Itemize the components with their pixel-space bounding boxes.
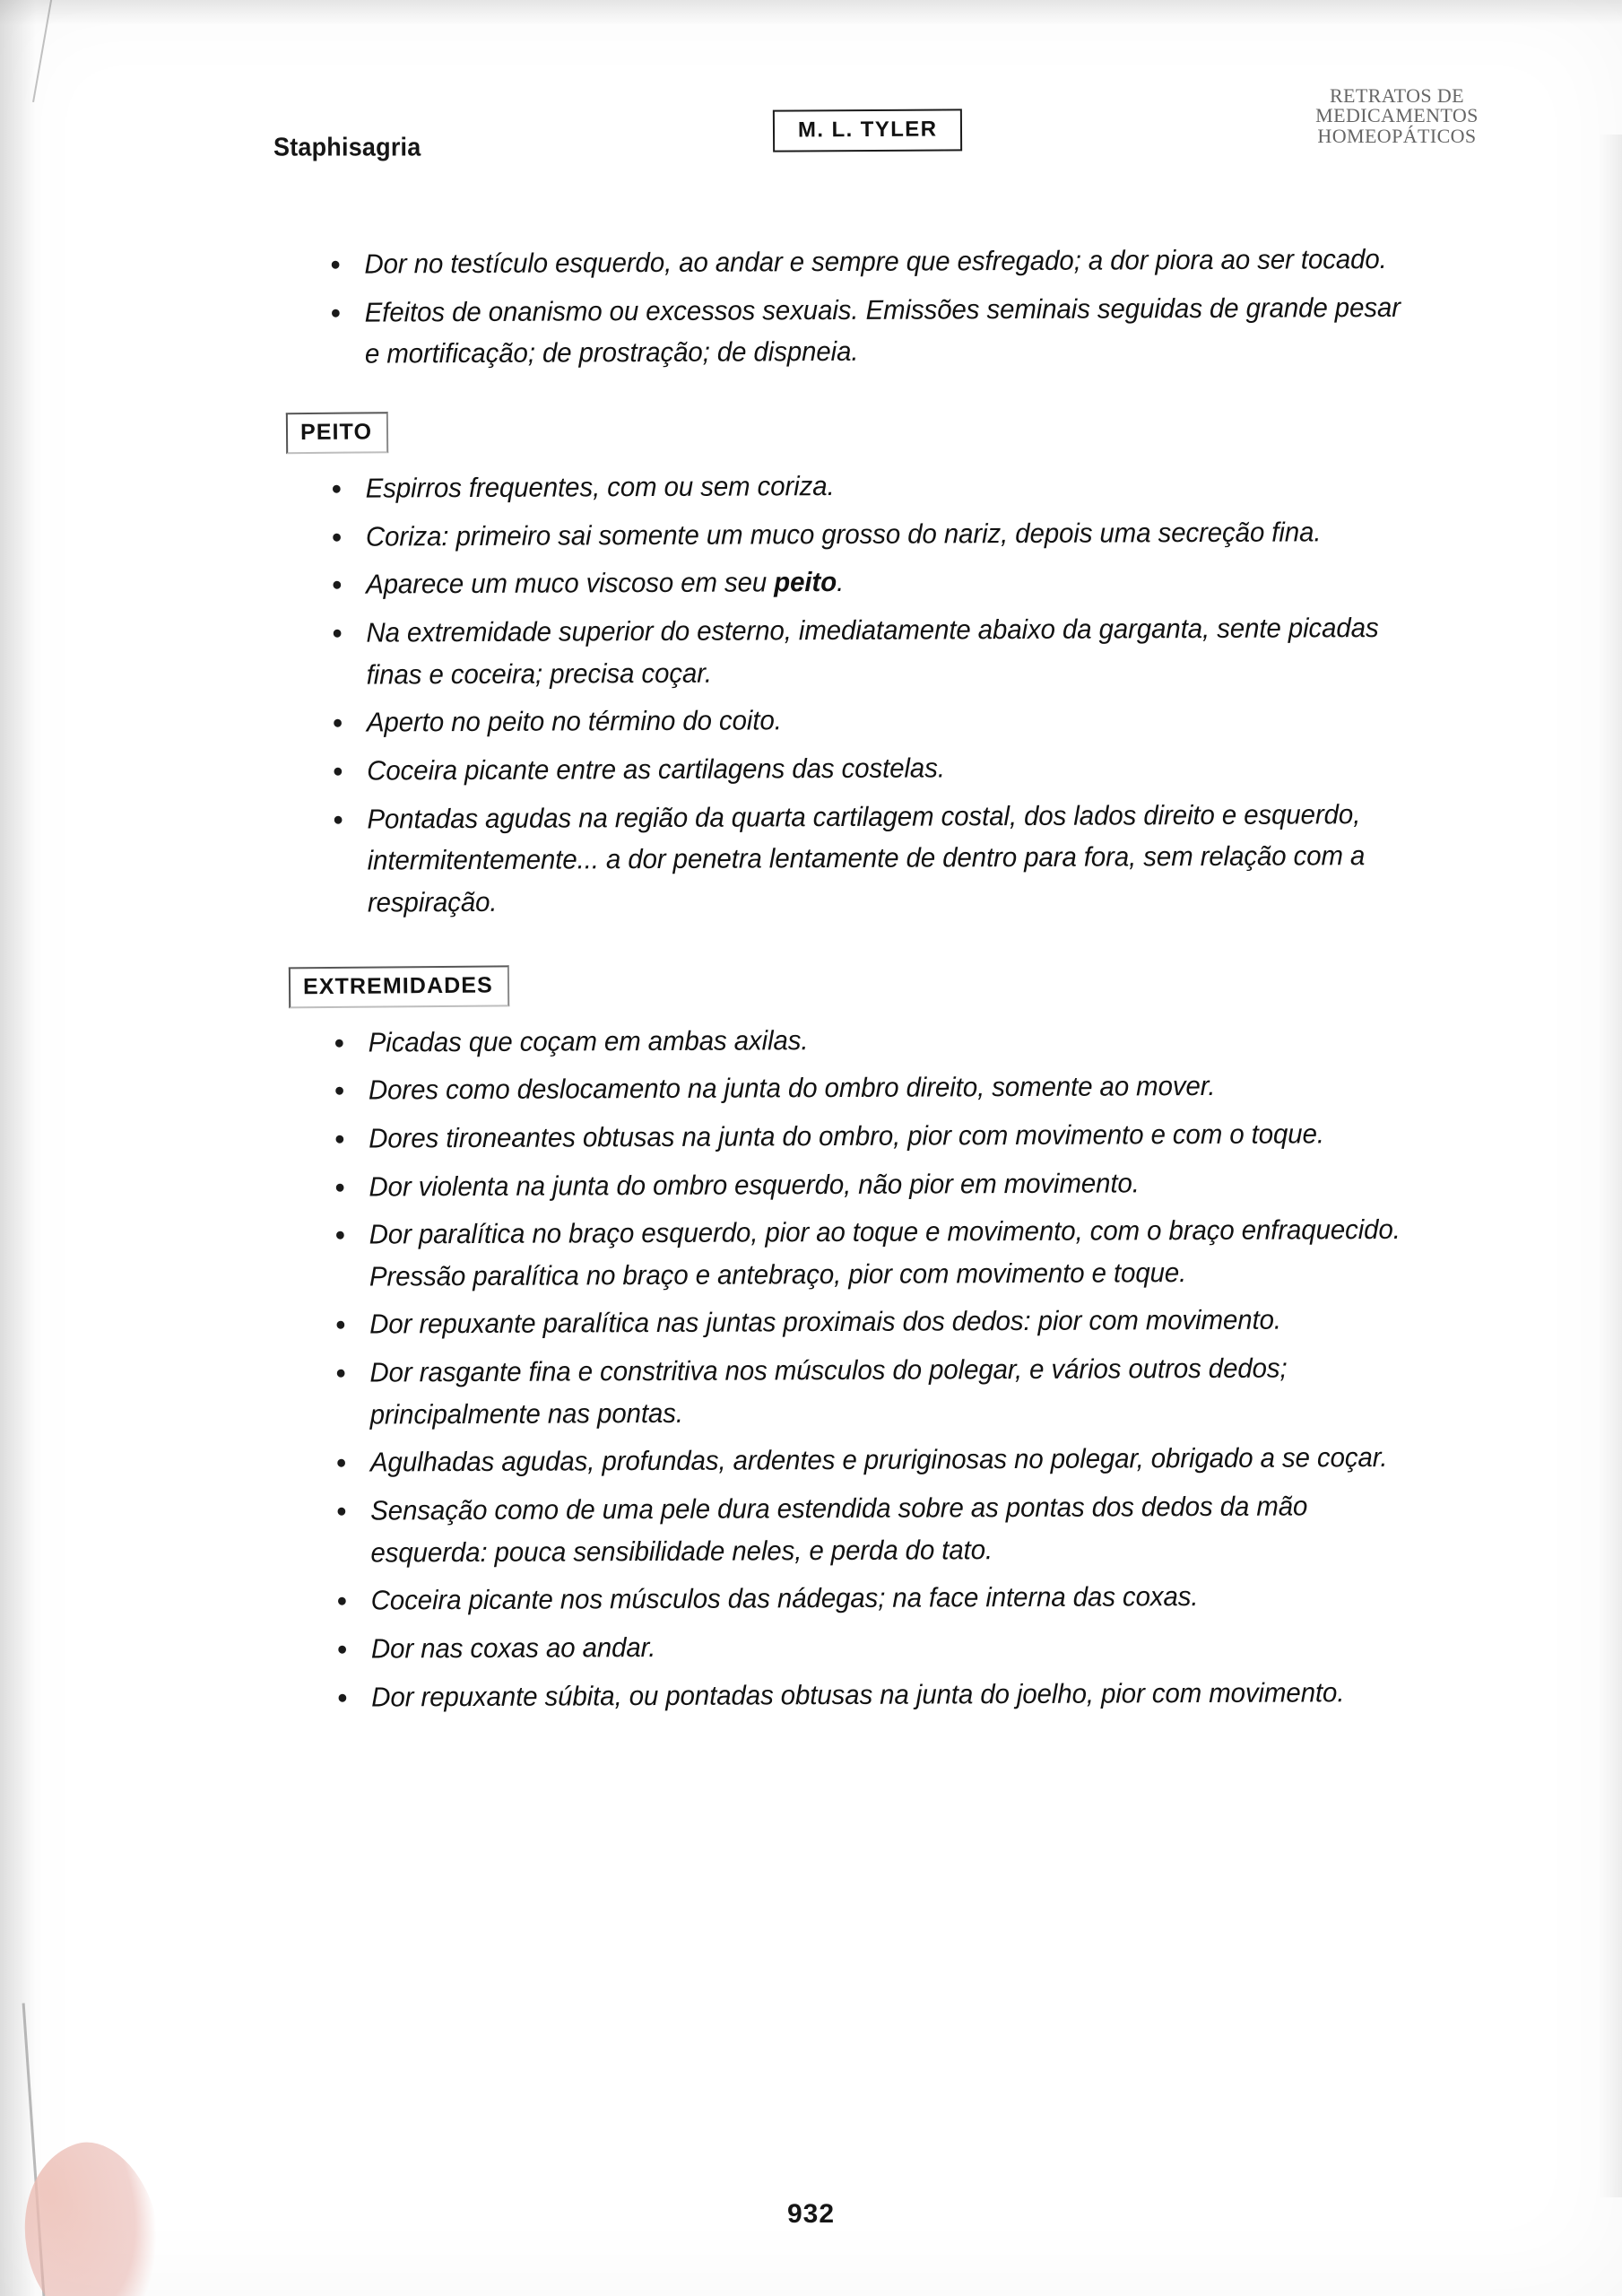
symptom-bullet: Dor no testículo esquerdo, ao andar e sempre que esfregado; a dor piora ao ser tocado. — [323, 239, 1420, 286]
symptom-bullet: Dor violenta na junta do ombro esquerdo, não pior em movimento. — [327, 1161, 1425, 1208]
symptom-bullet: Dores como deslocamento na junta do ombro direito, somente ao mover. — [327, 1065, 1425, 1112]
page-number: 932 — [786, 2199, 836, 2229]
symptom-bullet: Coceira picante entre as cartilagens das costelas. — [325, 745, 1423, 793]
symptom-bullet: Dores tironeantes obtusas na junta do ombro, pior com movimento e com o toque. — [327, 1113, 1425, 1161]
section-heading: PEITO — [286, 412, 388, 454]
symptom-bullet: Dor paralítica no braço esquerdo, pior ao toque e movimento, com o braço enfraquecido. Pressão paralítica no braço e antebraço, pior com movimento e toque. — [327, 1209, 1425, 1298]
symptom-bullet: Coceira picante nos músculos das nádegas; na face interna das coxas. — [329, 1575, 1427, 1622]
running-header — [0, 0, 1622, 188]
author-name-box: M. L. TYLER — [773, 109, 963, 152]
symptom-bullet: Agulhadas agudas, profundas, ardentes e pruriginosas no polegar, obrigado a se coçar. — [329, 1437, 1427, 1484]
publisher-series-mark — [1253, 86, 1540, 146]
symptom-bullet: Dor repuxante súbita, ou pontadas obtusas na junta do joelho, pior com movimento. — [330, 1672, 1427, 1719]
intro-symptom-list — [285, 239, 1461, 376]
symptom-bullet: Dor repuxante paralítica nas juntas proximais dos dedos: pior com movimento. — [328, 1299, 1426, 1346]
running-title-remedy-name: Staphisagria — [273, 133, 421, 161]
symptom-list — [286, 463, 1462, 925]
symptom-list — [289, 1016, 1467, 1718]
symptom-bullet: Efeitos de onanismo ou excessos sexuais. Emissões seminais seguidas de grande pesar e mortificação; de prostração; de dispneia. — [323, 286, 1420, 375]
page-body — [285, 239, 1467, 1726]
symptom-bullet: Espirros frequentes, com ou sem coriza. — [324, 463, 1421, 510]
brand-line-1: RETRATOS DE — [1329, 84, 1465, 107]
symptom-bullet: Aparece um muco viscoso em seu peito. — [325, 559, 1422, 606]
symptom-bullet: Dor rasgante fina e constritiva nos músculos do polegar, e vários outros dedos; principalmente nas pontas. — [328, 1347, 1426, 1436]
symptom-bullet: Picadas que coçam em ambas axilas. — [326, 1016, 1424, 1064]
scan-edge-shadow-left — [0, 0, 36, 2296]
symptom-bullet: Aperto no peito no término do coito. — [325, 697, 1422, 744]
symptom-bullet: Na extremidade superior do esterno, imediatamente abaixo da garganta, sente picadas finas e coceira; precisa coçar. — [325, 607, 1422, 696]
brand-line-2: MEDICAMENTOS — [1315, 104, 1479, 127]
section-heading: EXTREMIDADES — [289, 965, 509, 1008]
brand-line-3: HOMEOPÁTICOS — [1317, 124, 1477, 147]
symptom-bullet: Dor nas coxas ao andar. — [330, 1623, 1427, 1671]
symptom-bullet: Coriza: primeiro sai somente um muco grosso do nariz, depois uma secreção fina. — [324, 510, 1421, 558]
scan-edge-shadow-right — [1599, 135, 1622, 2197]
sections-container — [286, 377, 1467, 1719]
symptom-bullet: Pontadas agudas na região da quarta cartilagem costal, dos lados direito e esquerdo, intermitentemente... a dor penetra lentamente de dentro para fora, sem relação com a respiração. — [325, 793, 1423, 924]
symptom-bullet: Sensação como de uma pele dura estendida sobre as pontas dos dedos da mão esquerda: pouca sensibilidade neles, e perda do tato. — [329, 1485, 1427, 1574]
scan-page-curl-bottom — [22, 1997, 126, 2296]
